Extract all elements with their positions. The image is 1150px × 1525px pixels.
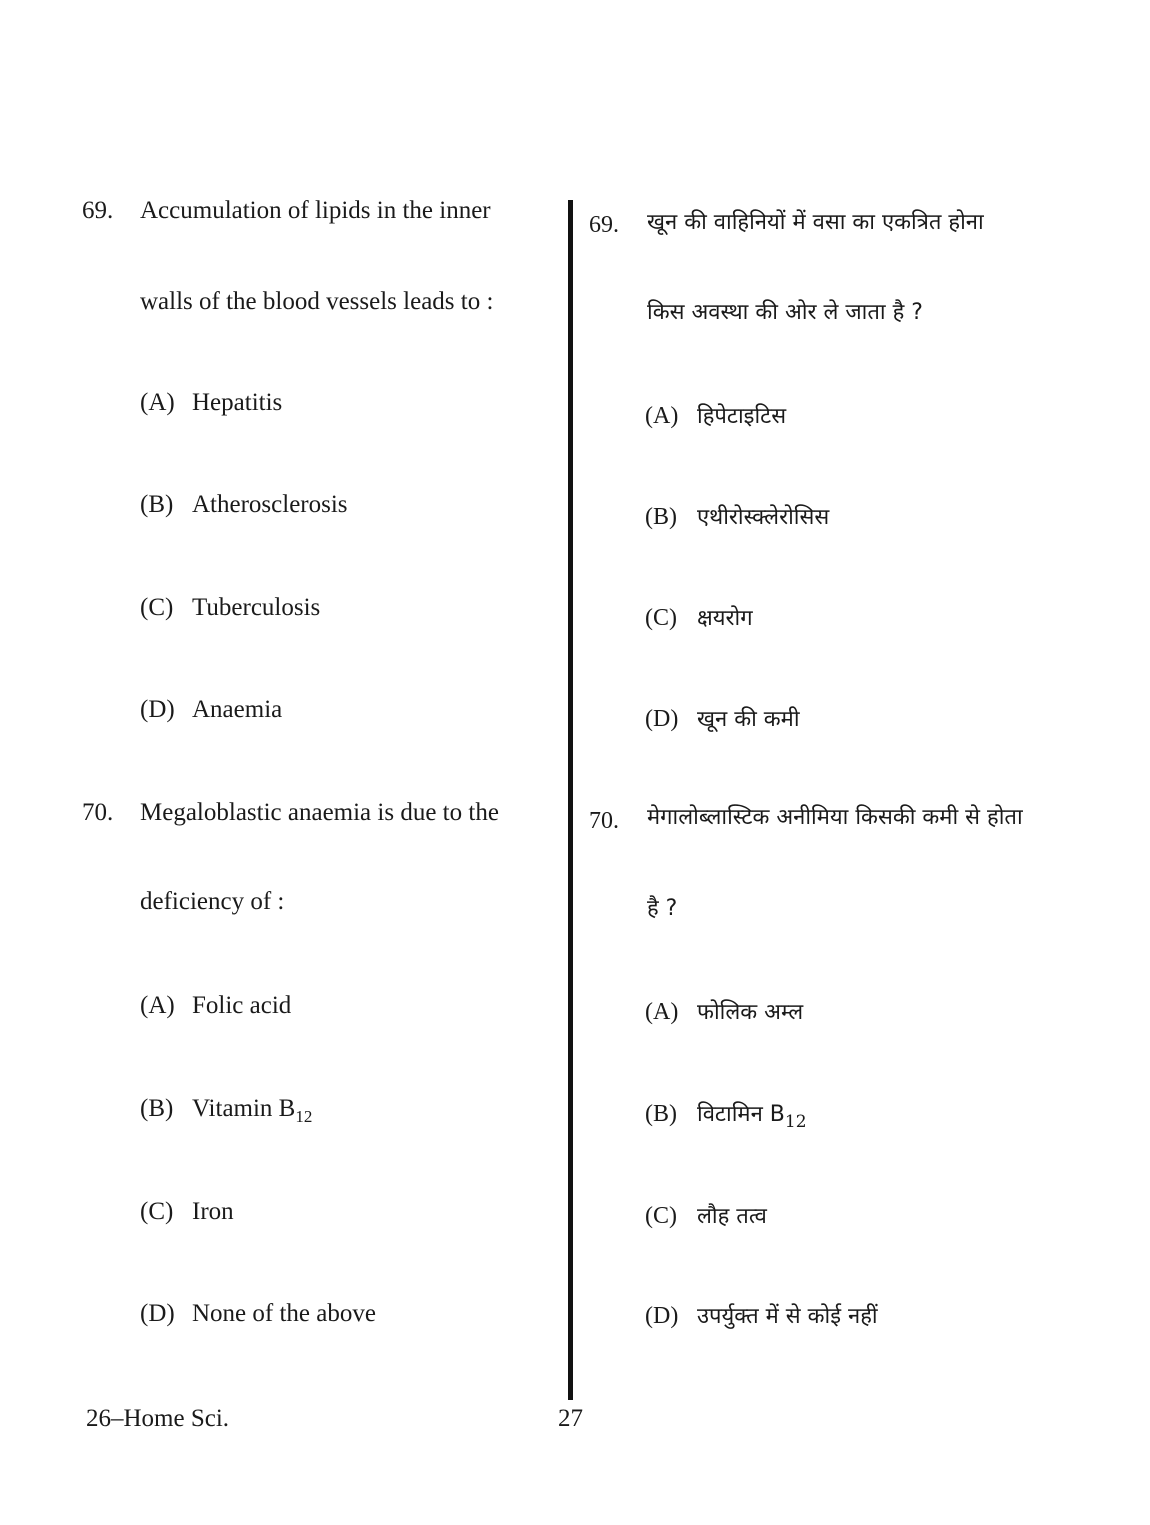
option-letter: (C) <box>645 605 677 631</box>
option-letter: (D) <box>645 1303 679 1329</box>
page-number: 27 <box>558 1405 583 1432</box>
option-letter: (C) <box>140 1198 174 1225</box>
option-c <box>645 1200 767 1232</box>
question-text-line: मेगालोब्लास्टिक अनीमिया किसकी कमी से होता <box>647 805 1023 830</box>
option-d <box>140 1299 376 1329</box>
question-number: 70. <box>82 799 114 826</box>
option-letter: (A) <box>140 992 175 1019</box>
option-text: Anaemia <box>192 696 283 723</box>
option-c <box>645 602 753 634</box>
question-text-line: किस अवस्था की ओर ले जाता है ? <box>647 300 923 325</box>
option-text: Folic acid <box>192 992 292 1019</box>
option-d <box>140 695 282 725</box>
question-text-line: है ? <box>647 896 678 921</box>
option-text: Atherosclerosis <box>192 491 348 518</box>
question-text-line: खून की वाहिनियों में वसा का एकत्रित होना <box>647 210 984 235</box>
question-text-line: Accumulation of lipids in the inner <box>140 197 491 224</box>
option-letter: (A) <box>645 999 679 1025</box>
option-letter: (B) <box>140 491 174 518</box>
question-text-line: Megaloblastic anaemia is due to the <box>140 799 499 826</box>
option-b <box>645 501 829 533</box>
question-text-line: deficiency of : <box>140 888 285 915</box>
option-a <box>645 996 803 1028</box>
option-letter: (C) <box>645 1203 677 1229</box>
option-letter: (D) <box>140 1300 175 1327</box>
option-text: विटामिन B <box>697 1102 785 1127</box>
option-a <box>140 388 282 418</box>
option-text: फोलिक अम्ल <box>697 1000 804 1025</box>
option-b <box>645 1098 807 1137</box>
option-c <box>140 593 320 623</box>
subscript: 12 <box>784 1112 807 1132</box>
booklet-code: 26–Home Sci. <box>86 1405 230 1432</box>
option-text: Vitamin B <box>192 1095 296 1122</box>
option-text: लौह तत्व <box>697 1204 767 1229</box>
option-text: Tuberculosis <box>192 594 321 621</box>
option-d <box>645 1300 878 1332</box>
subscript: 12 <box>295 1107 313 1126</box>
option-letter: (C) <box>140 594 174 621</box>
question-number: 69. <box>82 197 114 224</box>
option-c <box>140 1197 234 1227</box>
option-letter: (B) <box>140 1095 174 1122</box>
question-text-line: walls of the blood vessels leads to : <box>140 288 494 315</box>
option-b <box>140 490 348 520</box>
option-letter: (A) <box>140 389 175 416</box>
option-text: Iron <box>192 1198 234 1225</box>
option-letter: (D) <box>645 706 679 732</box>
option-letter: (A) <box>645 403 679 429</box>
option-text: Hepatitis <box>192 389 283 416</box>
column-divider <box>568 200 573 1400</box>
option-text: हिपेटाइटिस <box>697 404 787 429</box>
option-text: उपर्युक्त में से कोई नहीं <box>697 1304 878 1329</box>
option-d <box>645 703 800 735</box>
option-text: None of the above <box>192 1300 376 1327</box>
question-number: 70. <box>589 808 619 834</box>
option-letter: (B) <box>645 1101 677 1127</box>
option-a <box>140 991 291 1021</box>
option-b <box>140 1094 312 1132</box>
option-text: एथीरोस्क्लेरोसिस <box>697 505 830 530</box>
question-number: 69. <box>589 212 619 238</box>
option-letter: (D) <box>140 696 175 723</box>
option-text: क्षयरोग <box>697 606 753 631</box>
option-a <box>645 400 786 432</box>
option-text: खून की कमी <box>697 707 800 732</box>
option-letter: (B) <box>645 504 677 530</box>
